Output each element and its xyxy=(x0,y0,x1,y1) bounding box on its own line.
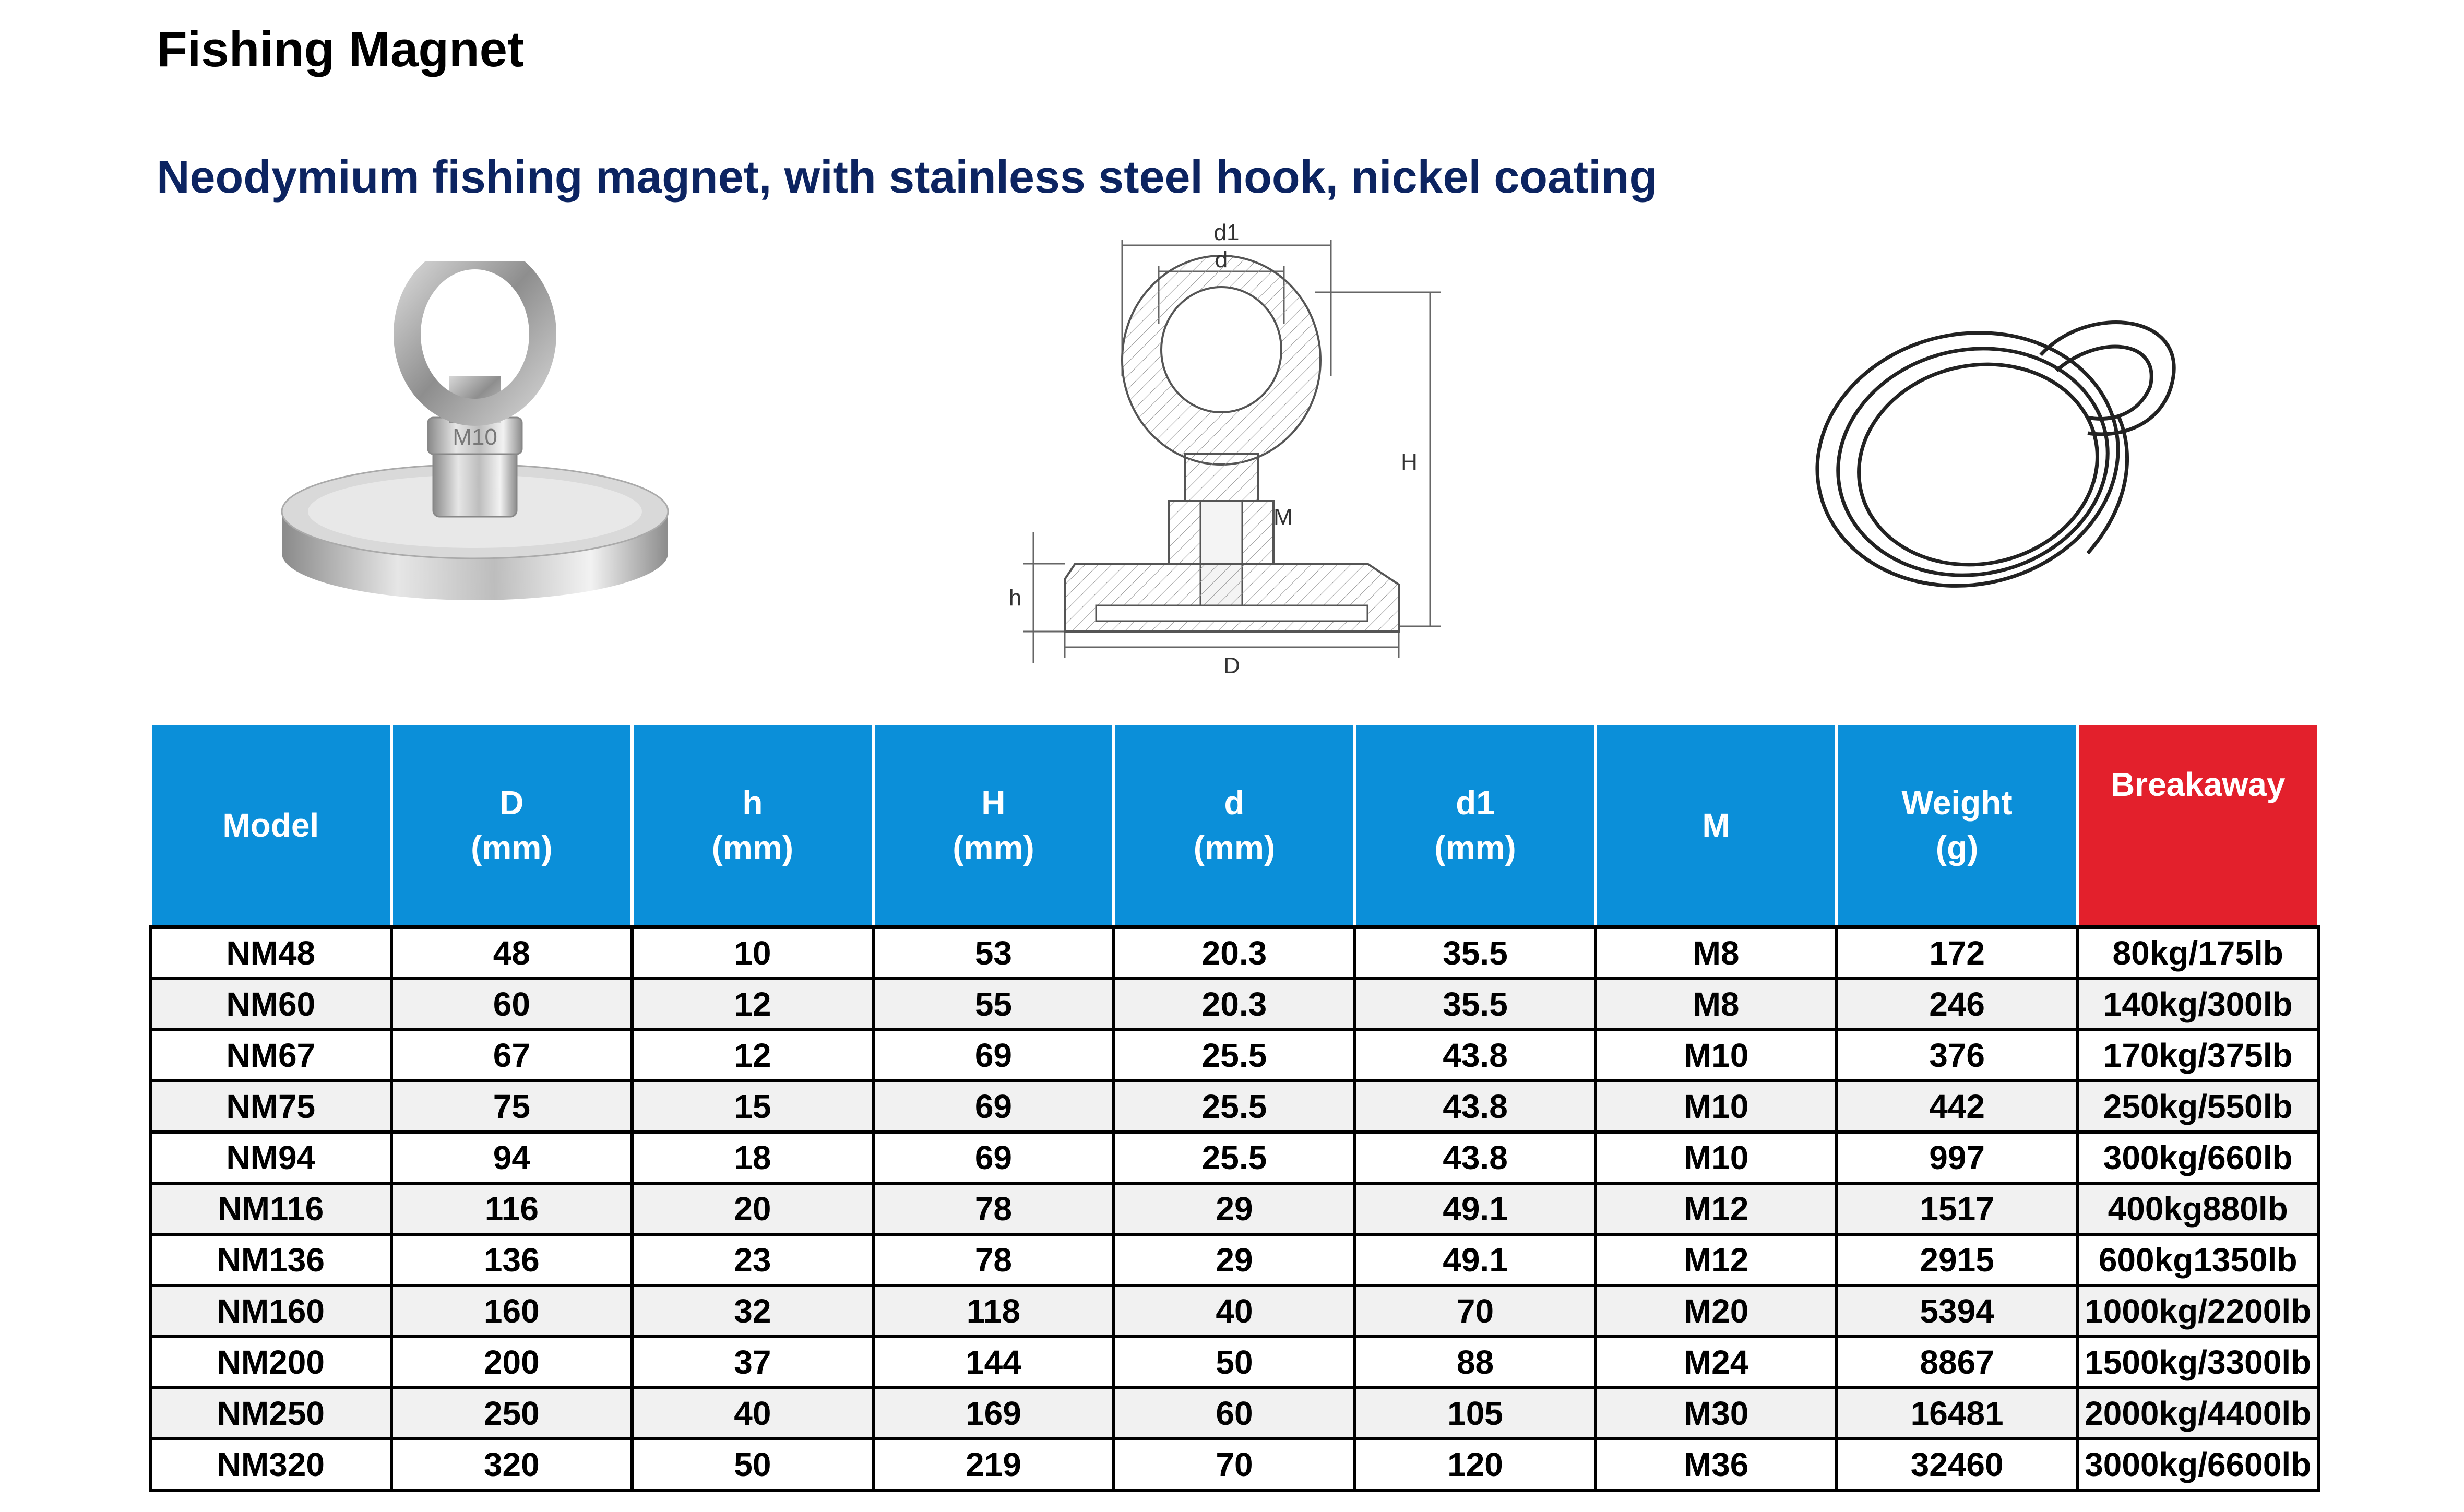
cell-d1: 43.8 xyxy=(1355,1030,1596,1081)
table-row xyxy=(150,1081,2318,1132)
cell-breakaway: 80kg/175lb xyxy=(2077,927,2318,979)
cell-M: M10 xyxy=(1596,1081,1837,1132)
page-title: Fishing Magnet xyxy=(157,21,524,77)
cell-h: 18 xyxy=(632,1132,873,1183)
header-model: Model xyxy=(150,725,391,927)
cell-d: 20.3 xyxy=(1114,979,1355,1030)
cell-M: M10 xyxy=(1596,1030,1837,1081)
cell-d: 70 xyxy=(1114,1439,1355,1490)
table-row xyxy=(150,1183,2318,1234)
cell-d1: 120 xyxy=(1355,1439,1596,1490)
cell-d1: 35.5 xyxy=(1355,927,1596,979)
table-row xyxy=(150,1285,2318,1337)
cell-weight: 1517 xyxy=(1837,1183,2078,1234)
cell-d1: 49.1 xyxy=(1355,1234,1596,1285)
header-H: H (mm) xyxy=(873,725,1114,927)
magnet-sketch xyxy=(1795,282,2234,647)
cell-h: 12 xyxy=(632,1030,873,1081)
cell-M: M10 xyxy=(1596,1132,1837,1183)
cell-d: 25.5 xyxy=(1114,1132,1355,1183)
cell-H: 78 xyxy=(873,1183,1114,1234)
cell-D: 48 xyxy=(391,927,633,979)
table-row xyxy=(150,1234,2318,1285)
cell-d: 60 xyxy=(1114,1388,1355,1439)
cell-weight: 442 xyxy=(1837,1081,2078,1132)
cell-H: 55 xyxy=(873,979,1114,1030)
cell-breakaway: 140kg/300lb xyxy=(2077,979,2318,1030)
header-d: d (mm) xyxy=(1114,725,1355,927)
cell-weight: 32460 xyxy=(1837,1439,2078,1490)
cell-D: 250 xyxy=(391,1388,633,1439)
table-row xyxy=(150,1439,2318,1490)
cell-weight: 2915 xyxy=(1837,1234,2078,1285)
cell-H: 118 xyxy=(873,1285,1114,1337)
cell-weight: 172 xyxy=(1837,927,2078,979)
cell-M: M8 xyxy=(1596,927,1837,979)
label-h: h xyxy=(1008,585,1022,611)
header-D: D (mm) xyxy=(391,725,633,927)
cell-breakaway: 300kg/660lb xyxy=(2077,1132,2318,1183)
cell-d: 25.5 xyxy=(1114,1030,1355,1081)
cell-model: NM75 xyxy=(150,1081,391,1132)
cell-h: 37 xyxy=(632,1337,873,1388)
cell-d: 40 xyxy=(1114,1285,1355,1337)
cell-d1: 35.5 xyxy=(1355,979,1596,1030)
label-H: H xyxy=(1401,449,1418,475)
cell-D: 320 xyxy=(391,1439,633,1490)
cell-h: 15 xyxy=(632,1081,873,1132)
cell-d1: 43.8 xyxy=(1355,1081,1596,1132)
table-row xyxy=(150,1030,2318,1081)
table-row xyxy=(150,1132,2318,1183)
header-h: h (mm) xyxy=(632,725,873,927)
cell-model: NM94 xyxy=(150,1132,391,1183)
cell-M: M30 xyxy=(1596,1388,1837,1439)
cell-d: 20.3 xyxy=(1114,927,1355,979)
label-d: d xyxy=(1215,247,1228,272)
header-weight: Weight (g) xyxy=(1837,725,2078,927)
cell-D: 75 xyxy=(391,1081,633,1132)
cell-d1: 49.1 xyxy=(1355,1183,1596,1234)
table-body xyxy=(150,927,2318,1490)
cell-d: 50 xyxy=(1114,1337,1355,1388)
cell-M: M12 xyxy=(1596,1183,1837,1234)
header-d1: d1 (mm) xyxy=(1355,725,1596,927)
cell-model: NM136 xyxy=(150,1234,391,1285)
cell-D: 200 xyxy=(391,1337,633,1388)
cell-H: 78 xyxy=(873,1234,1114,1285)
cell-d: 29 xyxy=(1114,1234,1355,1285)
cell-h: 40 xyxy=(632,1388,873,1439)
cell-model: NM250 xyxy=(150,1388,391,1439)
cell-model: NM67 xyxy=(150,1030,391,1081)
table-row xyxy=(150,979,2318,1030)
cell-h: 32 xyxy=(632,1285,873,1337)
cell-h: 23 xyxy=(632,1234,873,1285)
label-d1: d1 xyxy=(1213,220,1240,245)
cell-model: NM116 xyxy=(150,1183,391,1234)
cell-weight: 5394 xyxy=(1837,1285,2078,1337)
cell-d1: 70 xyxy=(1355,1285,1596,1337)
cell-M: M36 xyxy=(1596,1439,1837,1490)
table-row xyxy=(150,1388,2318,1439)
cell-breakaway: 1500kg/3300lb xyxy=(2077,1337,2318,1388)
cell-breakaway: 400kg880lb xyxy=(2077,1183,2318,1234)
cell-h: 20 xyxy=(632,1183,873,1234)
cell-breakaway: 1000kg/2200lb xyxy=(2077,1285,2318,1337)
cell-D: 67 xyxy=(391,1030,633,1081)
table-row xyxy=(150,1337,2318,1388)
cell-d: 25.5 xyxy=(1114,1081,1355,1132)
cell-D: 116 xyxy=(391,1183,633,1234)
cell-h: 10 xyxy=(632,927,873,979)
cell-d1: 105 xyxy=(1355,1388,1596,1439)
engraving-text: M10 xyxy=(453,424,497,450)
cell-weight: 16481 xyxy=(1837,1388,2078,1439)
cell-H: 219 xyxy=(873,1439,1114,1490)
cell-H: 53 xyxy=(873,927,1114,979)
label-D: D xyxy=(1223,653,1240,678)
cell-model: NM48 xyxy=(150,927,391,979)
cell-weight: 246 xyxy=(1837,979,2078,1030)
cell-breakaway: 2000kg/4400lb xyxy=(2077,1388,2318,1439)
cell-D: 160 xyxy=(391,1285,633,1337)
cell-M: M24 xyxy=(1596,1337,1837,1388)
cell-d: 29 xyxy=(1114,1183,1355,1234)
cell-d1: 43.8 xyxy=(1355,1132,1596,1183)
cell-H: 144 xyxy=(873,1337,1114,1388)
cell-weight: 8867 xyxy=(1837,1337,2078,1388)
table-header-row xyxy=(150,725,2318,927)
cell-h: 50 xyxy=(632,1439,873,1490)
cell-H: 69 xyxy=(873,1132,1114,1183)
cell-model: NM160 xyxy=(150,1285,391,1337)
cell-breakaway: 3000kg/6600lb xyxy=(2077,1439,2318,1490)
cell-model: NM320 xyxy=(150,1439,391,1490)
cell-D: 60 xyxy=(391,979,633,1030)
cell-model: NM60 xyxy=(150,979,391,1030)
cell-M: M20 xyxy=(1596,1285,1837,1337)
cell-breakaway: 250kg/550lb xyxy=(2077,1081,2318,1132)
cell-D: 136 xyxy=(391,1234,633,1285)
cell-M: M8 xyxy=(1596,979,1837,1030)
cell-H: 69 xyxy=(873,1030,1114,1081)
cell-D: 94 xyxy=(391,1132,633,1183)
technical-drawing xyxy=(992,219,1461,689)
cell-breakaway: 600kg1350lb xyxy=(2077,1234,2318,1285)
page-subtitle: Neodymium fishing magnet, with stainless steel hook, nickel coating xyxy=(157,151,1658,203)
cell-breakaway: 170kg/375lb xyxy=(2077,1030,2318,1081)
product-photo xyxy=(271,261,679,647)
cell-weight: 997 xyxy=(1837,1132,2078,1183)
header-breakaway: Breakaway xyxy=(2077,725,2318,927)
header-M: M xyxy=(1596,725,1837,927)
cell-H: 169 xyxy=(873,1388,1114,1439)
cell-H: 69 xyxy=(873,1081,1114,1132)
table-row xyxy=(150,927,2318,979)
cell-M: M12 xyxy=(1596,1234,1837,1285)
cell-d1: 88 xyxy=(1355,1337,1596,1388)
cell-h: 12 xyxy=(632,979,873,1030)
cell-model: NM200 xyxy=(150,1337,391,1388)
label-M: M xyxy=(1273,504,1293,530)
specifications-table xyxy=(149,725,2320,1492)
cell-weight: 376 xyxy=(1837,1030,2078,1081)
